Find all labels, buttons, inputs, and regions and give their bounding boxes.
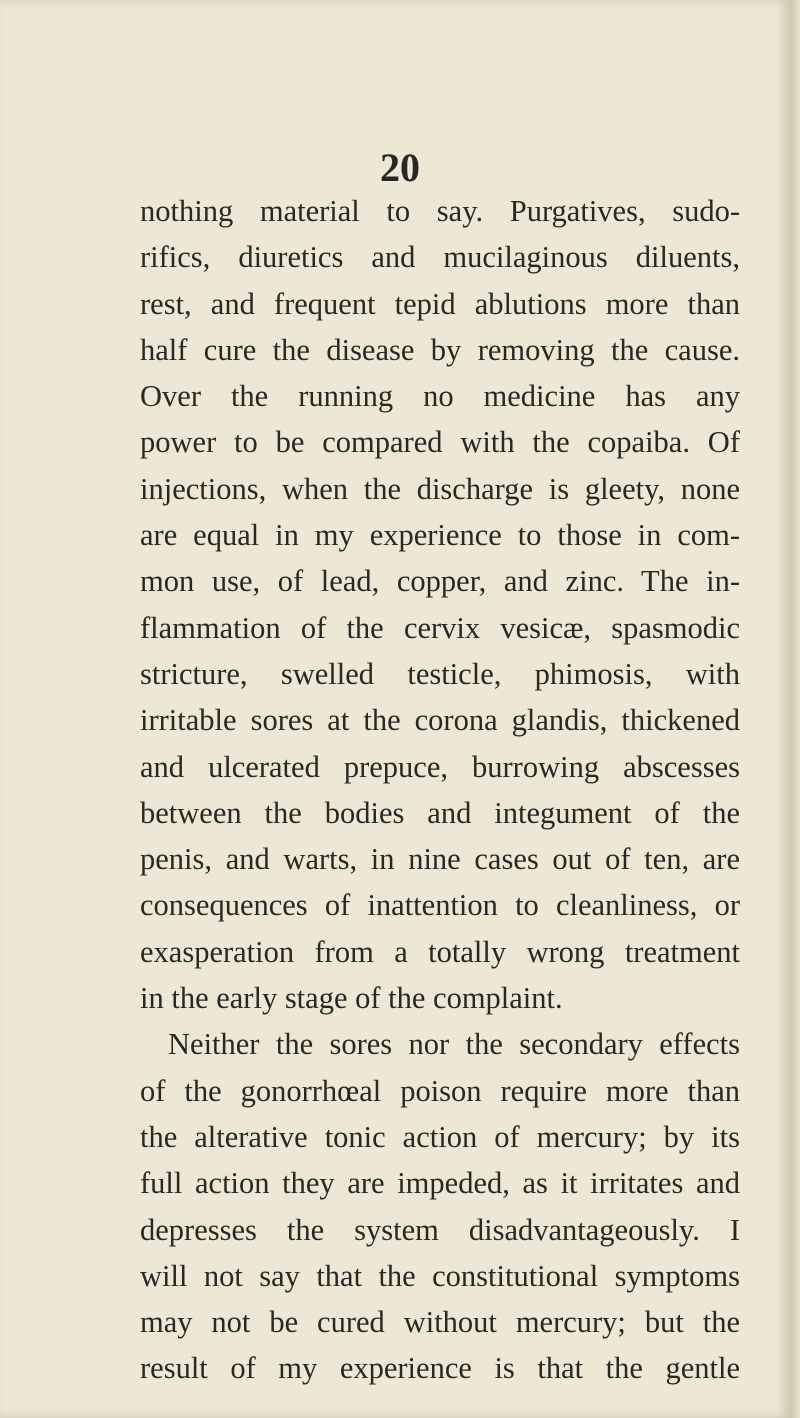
text-line: full action they are impeded, as it irritates and: [140, 1166, 740, 1201]
text-line: consequences of inattention to cleanliness, or: [140, 888, 740, 923]
page-number: 20: [380, 145, 420, 190]
text-line: power to be compared with the copaiba. Of: [140, 425, 740, 460]
text-line: flammation of the cervix vesicæ, spasmodic: [140, 610, 740, 645]
text-line: depresses the system disadvantageously. I: [140, 1212, 740, 1247]
text-line: of the gonorrhœal poison require more than: [140, 1073, 740, 1108]
text-line: irritable sores at the corona glandis, thickened: [140, 703, 740, 738]
text-line: rest, and frequent tepid ablutions more than: [140, 286, 740, 321]
text-line: will not say that the constitutional symptoms: [140, 1258, 740, 1293]
text-line: injections, when the discharge is gleety, none: [140, 471, 740, 506]
text-line: between the bodies and integument of the: [140, 795, 740, 830]
text-line: in the early stage of the complaint.: [140, 981, 563, 1016]
text-line: may not be cured without mercury; but the: [140, 1305, 740, 1340]
page-edge: [790, 0, 800, 1418]
text-line: penis, and warts, in nine cases out of ten, are: [140, 842, 740, 877]
text-line: and ulcerated prepuce, burrowing abscesses: [140, 749, 740, 784]
text-line: the alterative tonic action of mercury; by its: [140, 1119, 740, 1154]
text-line: are equal in my experience to those in com-: [140, 518, 740, 553]
text-line: nothing material to say. Purgatives, sudo-: [140, 194, 740, 228]
body-text: [140, 188, 740, 1392]
text-line: stricture, swelled testicle, phimosis, with: [140, 656, 740, 691]
text-line: rifics, diuretics and mucilaginous diluents,: [140, 240, 740, 275]
text-line: result of my experience is that the gentle: [140, 1351, 740, 1386]
text-line: Neither the sores nor the secondary effects: [168, 1027, 740, 1062]
text-line: Over the running no medicine has any: [140, 379, 740, 414]
text-line: mon use, of lead, copper, and zinc. The in-: [140, 564, 740, 599]
text-line: half cure the disease by removing the cause.: [140, 332, 740, 367]
text-line: exasperation from a totally wrong treatment: [140, 934, 740, 969]
